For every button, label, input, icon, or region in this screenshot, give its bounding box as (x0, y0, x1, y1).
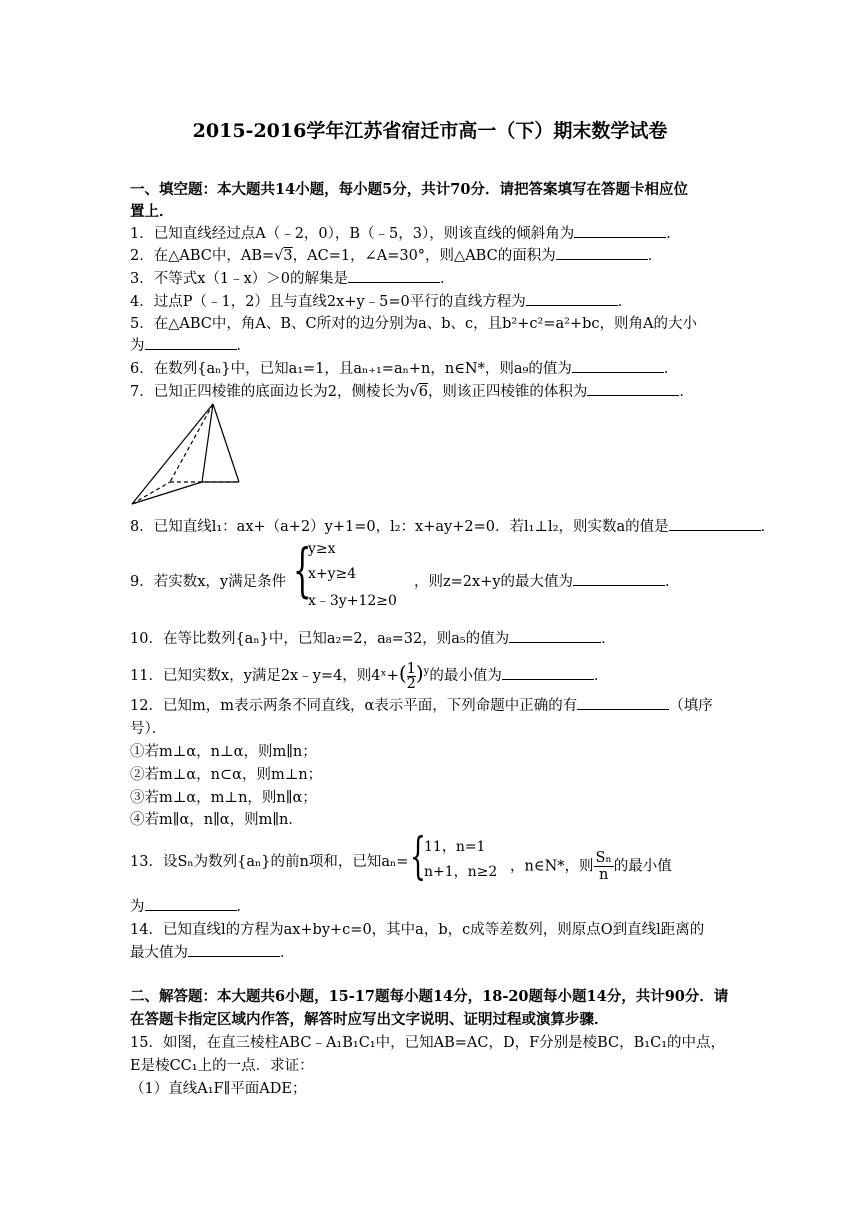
section2-heading: 二、解答题：本大题共6小题，15-17题每小题14分，18-20题每小题14分，共计90分．请 (130, 988, 729, 1005)
answer-blank (577, 697, 669, 710)
question-14-cont: 最大值为 ． (130, 945, 295, 961)
answer-blank (573, 573, 665, 586)
question-15: 15．如图，在直三棱柱ABC﹣A₁B₁C₁中，已知AB=AC，D，F分别是棱BC，B₁C₁的中点， (130, 1035, 726, 1051)
question-9-cont: ，则z=2x+y的最大值为 ． (414, 574, 680, 590)
piecewise-brace: { (410, 827, 426, 885)
answer-blank (556, 247, 648, 260)
question-15-part1: （1）直线A₁F∥平面ADE； (130, 1081, 307, 1097)
condition-3: x﹣3y+12≥0 (308, 593, 397, 609)
pyramid-figure (128, 400, 244, 510)
answer-blank (145, 337, 237, 350)
question-8: 8．已知直线l₁：ax+（a+2）y+1=0，l₂：x+ay+2=0．若l₁⊥l₂，则实数a的值是 ． (130, 519, 776, 535)
question-10: 10．在等比数列{aₙ}中，已知a₂=2，a₈=32，则a₅的值为 ． (130, 631, 616, 647)
fraction: $\frac{1}{2}$ (406, 660, 416, 692)
question-13: 13．设Sₙ为数列{aₙ}的前n项和，已知aₙ= (130, 854, 409, 870)
option-1: ①若m⊥α，n⊥α，则m∥n； (130, 744, 317, 760)
answer-blank (348, 270, 440, 283)
question-5-cont: 为 ． (130, 338, 251, 354)
answer-blank (145, 898, 237, 911)
question-2: 2．在△ABC中，AB=√3，AC=1，∠A=30°，则△ABC的面积为 ． (130, 248, 663, 264)
option-2: ②若m⊥α，n⊂α，则m⊥n； (130, 767, 323, 783)
option-3: ③若m⊥α，m⊥n，则n∥α； (130, 790, 317, 806)
answer-blank (669, 518, 761, 531)
question-9: 9．若实数x，y满足条件 (130, 574, 287, 590)
case-1: 11，n=1 (424, 839, 486, 855)
sqrt-symbol: √3 (274, 248, 293, 264)
answer-blank (574, 225, 666, 238)
answer-blank (188, 944, 280, 957)
case-2: n+1，n≥2 (424, 864, 498, 880)
sqrt-symbol: √6 (409, 384, 428, 400)
system-brace: { (293, 536, 312, 604)
question-4: 4．过点P（﹣1，2）且与直线2x+y﹣5=0平行的直线方程为 ． (130, 294, 633, 310)
question-6: 6．在数列{aₙ}中，已知a₁=1，且aₙ₊₁=aₙ+n，n∈N*，则a₉的值为 ． (130, 361, 679, 377)
answer-blank (509, 630, 601, 643)
condition-2: x+y≥4 (308, 566, 357, 582)
question-1: 1．已知直线经过点A（﹣2，0），B（﹣5，3），则该直线的倾斜角为 ． (130, 226, 681, 242)
question-12-cont: 号）． (130, 721, 167, 737)
answer-blank (526, 293, 618, 306)
answer-blank (572, 360, 664, 373)
answer-blank (502, 667, 594, 680)
question-13-line2: 为 ． (130, 899, 251, 915)
condition-1: y≥x (308, 541, 336, 557)
section1-heading: 一、填空题：本大题共14小题，每小题5分，共计70分．请把答案填写在答题卡相应位 (130, 181, 688, 198)
question-7: 7．已知正四棱锥的底面边长为2，侧棱长为√6，则该正四棱锥的体积为 ． (130, 384, 694, 400)
question-11: 11．已知实数x，y满足2x﹣y=4，则4ˣ+( $\frac{1}{2}$ )$^y$的最小值为 ． (130, 660, 609, 692)
question-13-cont: ，n∈N*，则 $\frac{\text{Sₙ}}{n}$ 的最小值 (510, 850, 672, 883)
option-4: ④若m∥α，n∥α，则m∥n． (130, 812, 303, 828)
answer-blank (587, 383, 679, 396)
section1-heading-cont: 置上． (130, 203, 174, 220)
question-12: 12．已知m，m表示两条不同直线，α表示平面，下列命题中正确的有 （填序 (130, 698, 713, 714)
page-title: 2015-2016学年江苏省宿迁市高一（下）期末数学试卷 (192, 120, 668, 142)
question-15-cont: E是棱CC₁上的一点．求证： (130, 1058, 314, 1074)
section2-heading-cont: 在答题卡指定区域内作答，解答时应写出文字说明、证明过程或演算步骤． (130, 1011, 609, 1028)
question-5: 5．在△ABC中，角A、B、C所对的边分别为a、b、c，且b²+c²=a²+bc，则角A的大小 (130, 316, 697, 332)
fraction: $\frac{\text{Sₙ}}{n}$ (595, 850, 612, 883)
question-14: 14．已知直线l的方程为ax+by+c=0，其中a，b，c成等差数列，则原点O到直线l距离的 (130, 922, 705, 938)
question-3: 3．不等式x（1﹣x）＞0的解集是 ． (130, 271, 455, 287)
